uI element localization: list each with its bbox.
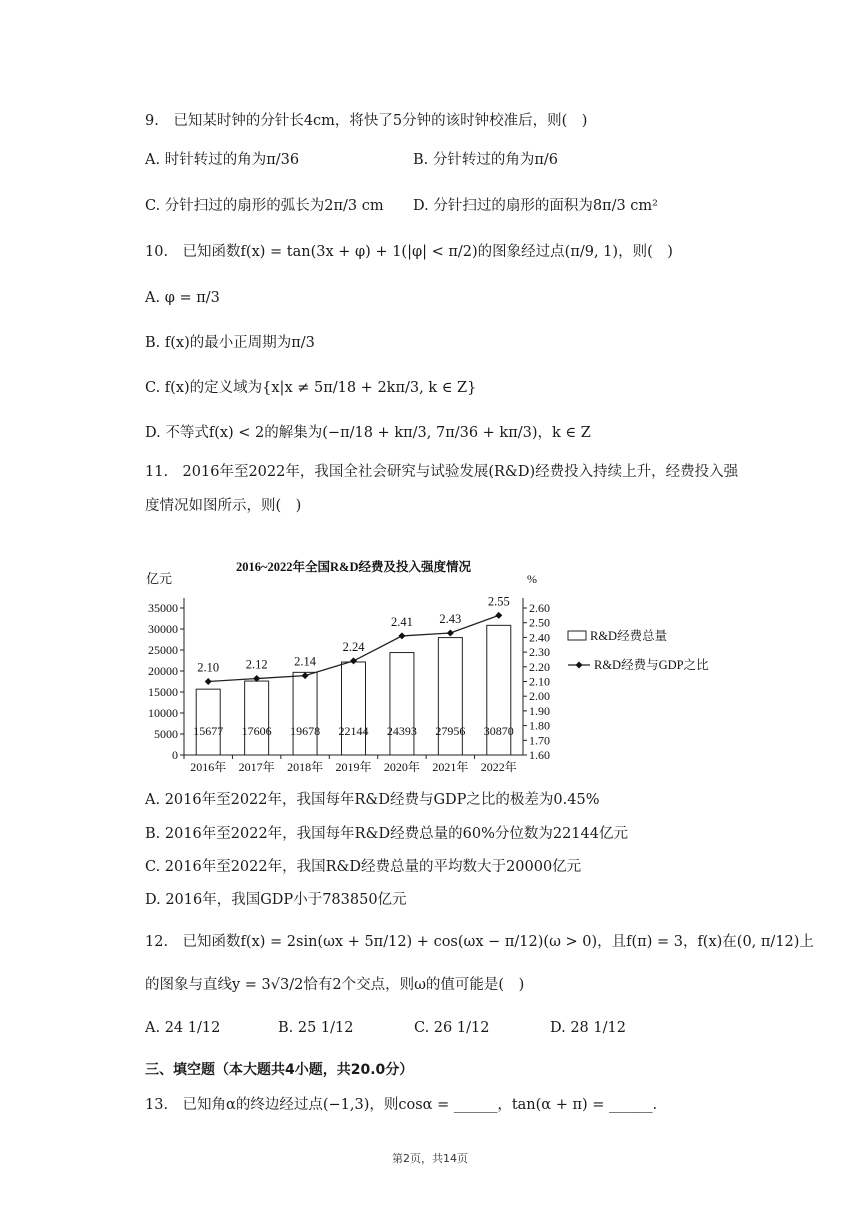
bar-value-label: 22144 [338, 724, 369, 738]
x-tick-label: 2016年 [190, 760, 227, 774]
q12-option-a: A. 24 1/12 [145, 1020, 221, 1036]
y-axis-label: 亿元 [146, 571, 173, 586]
y2-tick-label: 1.90 [529, 703, 550, 718]
q11-option-a: A. 2016年至2022年，我国每年R&D经费与GDP之比的极差为0.45% [145, 792, 600, 808]
legend-bar-label: R&D经费总量 [590, 629, 668, 643]
bar [245, 681, 269, 755]
y-tick-label: 30000 [148, 622, 178, 636]
ratio-point [447, 629, 454, 636]
y-tick-label: 0 [172, 748, 178, 762]
legend-bar-swatch [568, 631, 586, 640]
y-tick-label: 25000 [148, 643, 178, 657]
y-tick-label: 15000 [148, 685, 178, 699]
x-tick-label: 2017年 [238, 760, 275, 774]
q12-option-c: C. 26 1/12 [414, 1020, 490, 1036]
page-footer: 第2页，共14页 [392, 1152, 468, 1165]
bar-value-label: 27956 [435, 724, 466, 738]
q11-stem-line1: 11. 2016年至2022年，我国全社会研究与试验发展(R&D)经费投入持续上升，经费投入强 [145, 464, 739, 480]
y-tick-label: 35000 [148, 601, 178, 615]
q9-option-c: C. 分针扫过的扇形的弧长为2π/3 cm [145, 198, 384, 214]
x-tick-label: 2019年 [335, 760, 372, 774]
y2-tick-label: 2.00 [529, 689, 550, 704]
y2-tick-label: 2.20 [529, 659, 550, 674]
q11-option-d: D. 2016年，我国GDP小于783850亿元 [145, 892, 407, 908]
legend-line-marker [576, 662, 583, 669]
x-tick-label: 2022年 [480, 760, 517, 774]
ratio-value-label: 2.41 [390, 614, 413, 629]
q12-option-d: D. 28 1/12 [550, 1020, 626, 1036]
ratio-value-label: 2.10 [197, 660, 220, 675]
ratio-value-label: 2.14 [294, 654, 317, 669]
q12-stem-line2: 的图象与直线y = 3√3/2恰有2个交点，则ω的值可能是( ) [145, 977, 525, 993]
q10-option-c: C. f(x)的定义域为{x|x ≠ 5π/18 + 2kπ/3, k ∈ Z} [145, 380, 477, 396]
y-tick-label: 5000 [154, 727, 178, 741]
q9-text: 9. 已知某时钟的分针长4cm，将快了5分钟的该时钟校准后，则( ) [145, 113, 588, 129]
y2-tick-label: 2.10 [529, 674, 550, 689]
q11-stem-line2: 度情况如图所示，则( ) [145, 498, 302, 514]
ratio-value-label: 2.12 [245, 657, 268, 672]
bar-value-label: 17606 [241, 724, 272, 738]
q13-stem: 13. 已知角α的终边经过点(−1,3)，则cosα = ______，tan(α + π) = ______. [145, 1097, 658, 1113]
bar [196, 689, 220, 755]
section-heading: 三、填空题（本大题共4小题，共20.0分） [145, 1062, 414, 1078]
q10-option-b: B. f(x)的最小正周期为π/3 [145, 335, 315, 351]
bar-value-label: 30870 [483, 724, 514, 738]
y2-axis-label: % [527, 572, 537, 586]
y2-tick-label: 2.30 [529, 645, 550, 660]
legend-line-label: R&D经费与GDP之比 [594, 658, 709, 672]
q10-option-a: A. φ = π/3 [145, 290, 220, 306]
bar [390, 653, 414, 755]
y2-tick-label: 1.70 [529, 733, 550, 748]
bar-value-label: 15677 [193, 724, 224, 738]
y2-tick-label: 1.60 [529, 748, 550, 762]
ratio-point [495, 612, 502, 619]
q11-option-b: B. 2016年至2022年，我国每年R&D经费总量的60%分位数为22144亿元 [145, 826, 628, 842]
ratio-point [205, 678, 212, 685]
ratio-point [398, 632, 405, 639]
q12-stem-line1: 12. 已知函数f(x) = 2sin(ωx + 5π/12) + cos(ωx − π/12)(ω > 0)，且f(π) = 3，f(x)在(0, π/12)上 [145, 934, 814, 950]
bar-value-label: 19678 [290, 724, 321, 738]
q12-option-b: B. 25 1/12 [278, 1020, 354, 1036]
y2-tick-label: 2.60 [529, 601, 550, 615]
q10-option-d: D. 不等式f(x) < 2的解集为(−π/18 + kπ/3, 7π/36 + kπ/3)，k ∈ Z [145, 425, 591, 441]
ratio-value-label: 2.43 [439, 611, 462, 626]
chart-title: 2016~2022年全国R&D经费及投入强度情况 [236, 560, 471, 574]
y-tick-label: 20000 [148, 664, 178, 678]
bar [293, 672, 317, 755]
y2-tick-label: 2.40 [529, 630, 550, 645]
y-tick-label: 10000 [148, 706, 178, 720]
q9-option-a: A. 时针转过的角为π/36 [145, 152, 300, 168]
x-tick-label: 2018年 [287, 760, 324, 774]
bar [342, 662, 366, 755]
q9-option-b: B. 分针转过的角为π/6 [413, 152, 559, 168]
rd-chart [140, 555, 730, 780]
q9-option-d: D. 分针扫过的扇形的面积为8π/3 cm² [413, 198, 658, 214]
q9-stem [145, 111, 587, 131]
x-tick-label: 2021年 [432, 760, 469, 774]
bar-value-label: 24393 [386, 724, 417, 738]
ratio-value-label: 2.24 [342, 639, 365, 654]
q10-stem: 10. 已知函数f(x) = tan(3x + φ) + 1(|φ| < π/2)的图象经过点(π/9, 1)，则( ) [145, 244, 673, 260]
y2-tick-label: 2.50 [529, 615, 550, 630]
y2-tick-label: 1.80 [529, 718, 550, 733]
x-tick-label: 2020年 [383, 760, 420, 774]
ratio-value-label: 2.55 [487, 594, 510, 609]
q11-option-c: C. 2016年至2022年，我国R&D经费总量的平均数大于20000亿元 [145, 859, 582, 875]
